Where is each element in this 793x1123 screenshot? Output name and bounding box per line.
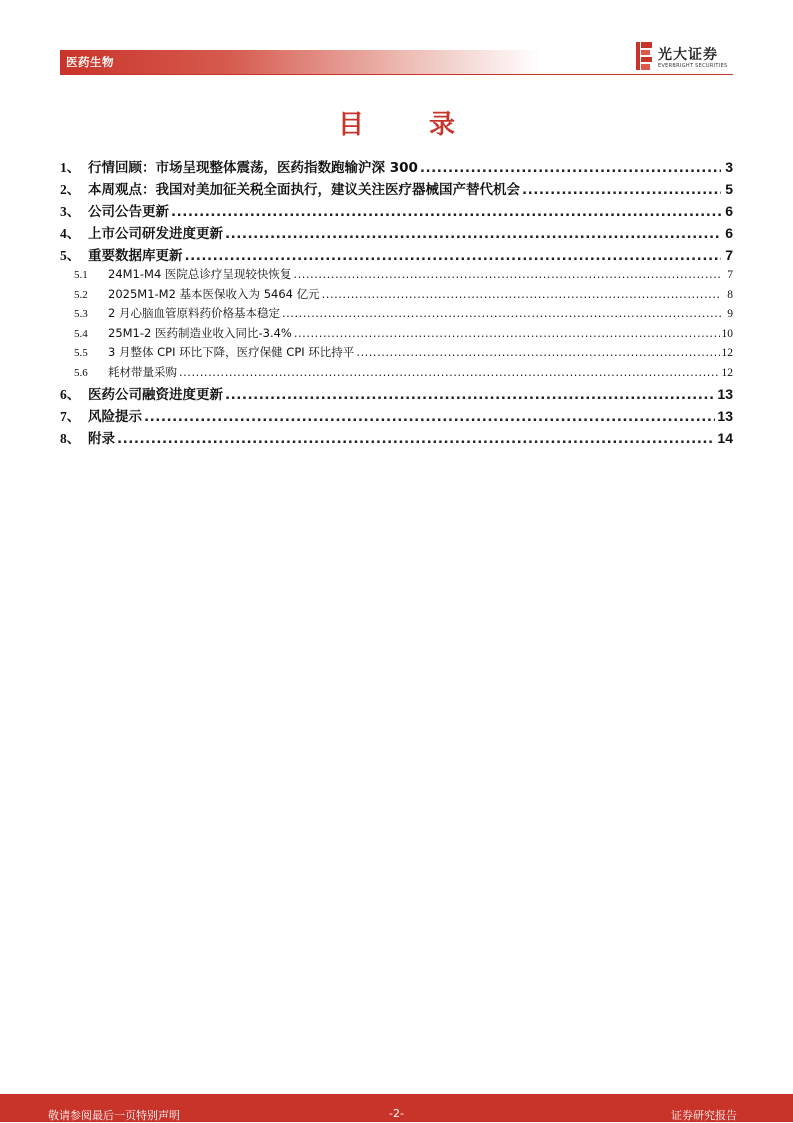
toc-entry[interactable] bbox=[60, 222, 733, 244]
toc-sub-page: 12 bbox=[721, 347, 733, 359]
toc-label: 行情回顾：市场呈现整体震荡，医药指数跑输沪深 300 bbox=[88, 160, 418, 176]
toc-label: 风险提示 bbox=[88, 409, 142, 425]
logo-text-cn: 光大证券 bbox=[658, 47, 718, 63]
header-band bbox=[60, 50, 540, 74]
toc-leader bbox=[293, 267, 721, 281]
toc-page: 6 bbox=[725, 203, 733, 219]
toc-leader bbox=[282, 306, 721, 320]
toc-subentry[interactable] bbox=[60, 305, 733, 325]
toc-entry[interactable] bbox=[60, 427, 733, 449]
toc-sub-number: 5.3 bbox=[74, 308, 88, 320]
toc-sub-label: 24M1-M4 医院总诊疗呈现较快恢复 bbox=[108, 267, 292, 281]
toc-label: 本周观点：我国对美加征关税全面执行，建议关注医疗器械国产替代机会 bbox=[88, 182, 520, 198]
toc-number: 5、 bbox=[60, 248, 81, 263]
table-of-contents bbox=[60, 156, 733, 449]
footer-page-number: -2- bbox=[389, 1107, 404, 1120]
toc-page: 7 bbox=[725, 247, 733, 263]
toc-label: 公司公告更新 bbox=[88, 204, 169, 220]
page-footer bbox=[0, 1094, 793, 1122]
toc-page: 6 bbox=[725, 225, 733, 241]
toc-entry[interactable] bbox=[60, 405, 733, 427]
toc-leader bbox=[294, 326, 720, 340]
toc-subentry[interactable] bbox=[60, 344, 733, 364]
toc-subentry[interactable] bbox=[60, 266, 733, 286]
toc-number: 4、 bbox=[60, 226, 81, 241]
toc-sub-page: 9 bbox=[727, 308, 733, 320]
toc-sub-label: 2 月心脑血管原料药价格基本稳定 bbox=[108, 306, 280, 320]
toc-number: 8、 bbox=[60, 431, 81, 446]
toc-entry[interactable] bbox=[60, 383, 733, 405]
toc-leader bbox=[117, 431, 715, 447]
toc-page: 13 bbox=[717, 386, 733, 402]
toc-sub-number: 5.5 bbox=[74, 347, 88, 359]
toc-label: 附录 bbox=[88, 431, 115, 447]
toc-leader bbox=[185, 248, 722, 264]
toc-sub-page: 8 bbox=[727, 288, 733, 301]
toc-sub-number: 5.1 bbox=[74, 269, 88, 281]
toc-sub-label: 3 月整体 CPI 环比下降，医疗保健 CPI 环比持平 bbox=[108, 345, 355, 359]
toc-label: 医药公司融资进度更新 bbox=[88, 387, 223, 403]
toc-sub-label: 耗材带量采购 bbox=[108, 364, 177, 379]
toc-entry[interactable] bbox=[60, 244, 733, 266]
toc-number: 3、 bbox=[60, 204, 81, 219]
toc-number: 6、 bbox=[60, 387, 81, 402]
toc-leader bbox=[171, 204, 721, 220]
logo-text-en: EVERBRIGHT SECURITIES bbox=[658, 63, 728, 69]
toc-page: 5 bbox=[725, 181, 733, 197]
footer-disclaimer: 敬请参阅最后一页特别声明 bbox=[48, 1109, 180, 1122]
toc-entry[interactable] bbox=[60, 156, 733, 178]
header-rule bbox=[60, 74, 733, 75]
section-label: 医药生物 bbox=[66, 55, 114, 69]
toc-sub-page: 7 bbox=[727, 269, 733, 281]
toc-page: 3 bbox=[725, 159, 733, 175]
toc-title: 目 录 bbox=[337, 110, 484, 140]
footer-report-type: 证券研究报告 bbox=[671, 1109, 737, 1122]
toc-subentry[interactable] bbox=[60, 364, 733, 384]
company-logo bbox=[636, 42, 736, 72]
toc-sub-page: 12 bbox=[721, 366, 733, 379]
toc-leader bbox=[225, 226, 721, 242]
toc-leader bbox=[356, 345, 719, 359]
toc-sub-label: 25M1-2 医药制造业收入同比-3.4% bbox=[108, 325, 292, 340]
toc-sub-number: 5.6 bbox=[74, 366, 88, 379]
toc-leader bbox=[420, 160, 721, 176]
toc-leader bbox=[179, 365, 720, 379]
toc-entry[interactable] bbox=[60, 178, 733, 200]
toc-leader bbox=[225, 387, 715, 403]
toc-subentry[interactable] bbox=[60, 325, 733, 345]
toc-label: 重要数据库更新 bbox=[88, 248, 183, 264]
toc-page: 13 bbox=[717, 408, 733, 424]
toc-number: 1、 bbox=[60, 160, 81, 175]
everbright-logo-icon bbox=[636, 42, 652, 70]
toc-leader bbox=[322, 287, 721, 301]
toc-entry[interactable] bbox=[60, 200, 733, 222]
toc-leader bbox=[144, 409, 715, 425]
toc-sub-number: 5.4 bbox=[74, 327, 88, 340]
toc-sub-number: 5.2 bbox=[74, 288, 88, 301]
toc-number: 7、 bbox=[60, 409, 81, 424]
toc-leader bbox=[522, 182, 721, 198]
toc-number: 2、 bbox=[60, 182, 81, 197]
toc-subentry[interactable] bbox=[60, 286, 733, 306]
toc-sub-page: 10 bbox=[721, 327, 733, 340]
toc-label: 上市公司研发进度更新 bbox=[88, 226, 223, 242]
toc-sub-label: 2025M1-M2 基本医保收入为 5464 亿元 bbox=[108, 286, 320, 301]
toc-page: 14 bbox=[717, 430, 733, 446]
